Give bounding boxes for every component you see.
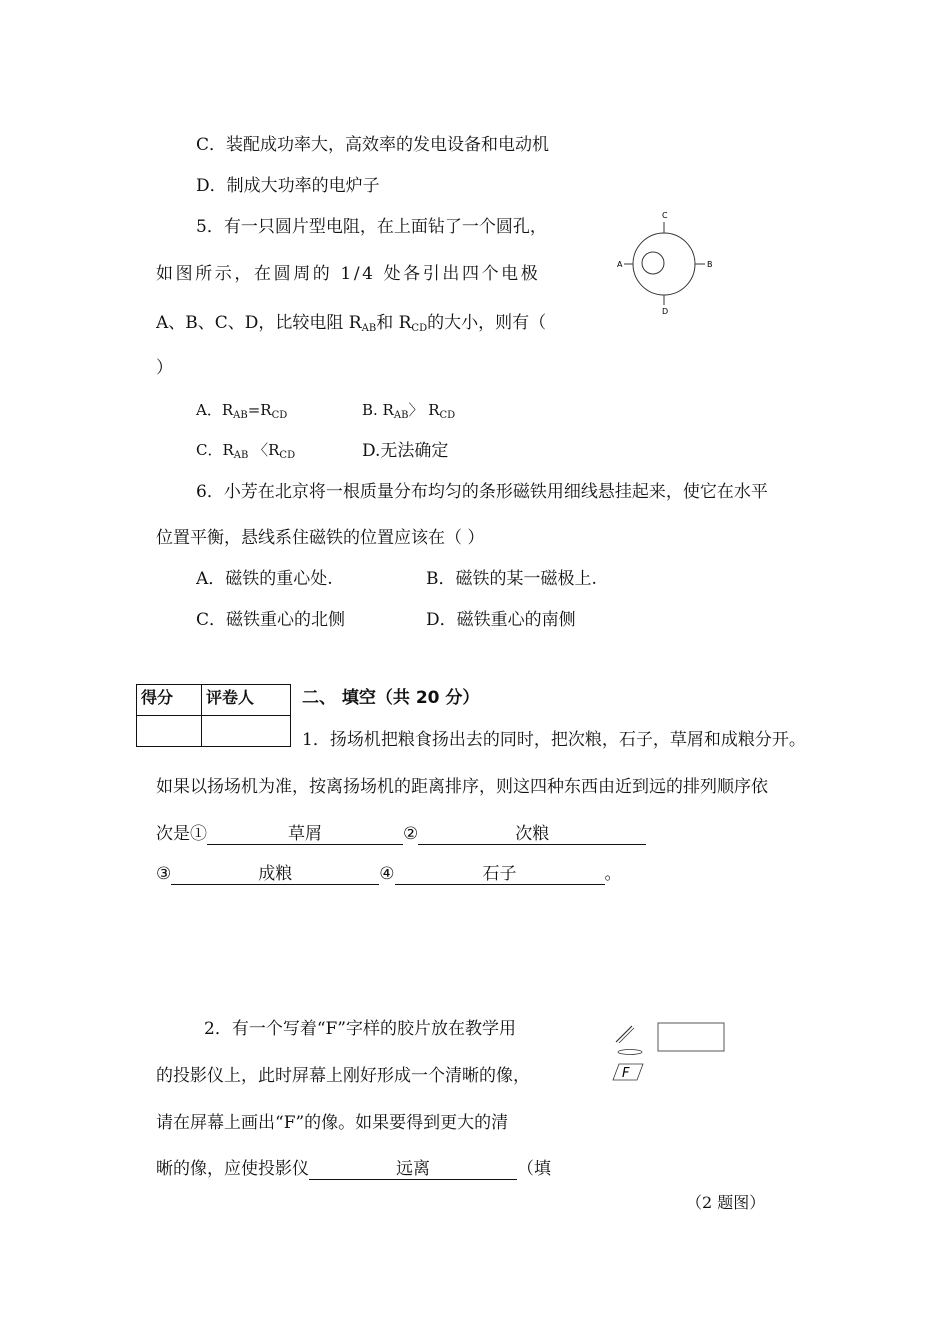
q5-line4: ） xyxy=(156,358,173,378)
q5-line2: 如图所示，在圆周的 1/4 处各引出四个电极 xyxy=(156,264,541,284)
q5-option-a: A．$R_{AB}=R_{CD}$ xyxy=(196,401,288,421)
s2-q1-answers-row1: 次是① 草屑 ② 次粮 xyxy=(156,826,646,845)
q4-option-d: D．制成大功率的电炉子 xyxy=(196,176,380,196)
s2-q2-line1: 2．有一个写着“F”字样的胶片放在教学用 xyxy=(204,1019,516,1039)
figure-caption: （2 题图） xyxy=(686,1193,766,1212)
q4-option-c: C．装配成功率大，高效率的发电设备和电动机 xyxy=(196,135,550,155)
s2-q1-answers-row2: ③ 成粮 ④ 石子 。 xyxy=(156,864,622,884)
q6-line1: 6．小芳在北京将一根质量分布均匀的条形磁铁用细线悬挂起来，使它在水平 xyxy=(196,482,768,502)
score-table xyxy=(136,684,291,747)
q5-option-c: C．$R_{AB}$ 〈$R_{CD}$ xyxy=(196,441,296,461)
q5-option-b: B. $R_{AB}$〉 $R_{CD}$ xyxy=(362,401,456,421)
grader-cell xyxy=(202,716,291,747)
answer-1: 草屑 xyxy=(207,826,403,845)
q6-option-b: B．磁铁的某一磁极上. xyxy=(426,569,597,589)
projector-figure xyxy=(610,1020,730,1090)
q6-option-d: D．磁铁重心的南侧 xyxy=(426,610,576,630)
q6-option-a: A．磁铁的重心处. xyxy=(196,569,333,589)
s2-q1-line1: 1．扬场机把粮食扬出去的同时，把次粮，石子，草屑和成粮分开。 xyxy=(302,730,806,750)
s2-q2-line3: 请在屏幕上画出“F”的像。如果要得到更大的清 xyxy=(156,1113,509,1133)
answer-2: 次粮 xyxy=(418,826,646,845)
section-heading: 二、 填空（共 20 分） xyxy=(302,688,480,708)
screen-rect xyxy=(658,1023,724,1051)
s2-q1-line2: 如果以扬场机为准，按离扬场机的距离排序，则这四种东西由近到远的排列顺序依 xyxy=(156,777,768,797)
answer-3: 成粮 xyxy=(171,866,379,885)
q5-line1: 5．有一只圆片型电阻，在上面钻了一个圆孔， xyxy=(196,217,547,237)
q5-option-d: D.无法确定 xyxy=(362,441,449,461)
label-c: C xyxy=(662,211,668,220)
answer-4: 石子 xyxy=(395,866,605,885)
grader-header: 评卷人 xyxy=(202,685,291,716)
s2-q2-line2: 的投影仪上，此时屏幕上刚好形成一个清晰的像， xyxy=(156,1066,530,1086)
answer-q2: 远离 xyxy=(309,1161,517,1180)
s2-q2-line4: 晰的像，应使投影仪 远离 （填 xyxy=(156,1159,551,1179)
label-d: D xyxy=(662,307,669,316)
score-cell xyxy=(137,716,202,747)
q6-option-c: C．磁铁重心的北侧 xyxy=(196,610,346,630)
score-header: 得分 xyxy=(137,685,202,716)
label-a: A xyxy=(617,260,623,269)
q6-line2: 位置平衡，悬线系住磁铁的位置应该在（ ） xyxy=(156,528,485,548)
disc-resistor-figure xyxy=(610,208,720,318)
film-letter: F xyxy=(622,1066,630,1081)
label-b: B xyxy=(707,260,713,269)
q5-line3: A、B、C、D，比较电阻 $R_{AB}$和 $R_{CD}$的大小，则有（ xyxy=(156,313,547,334)
